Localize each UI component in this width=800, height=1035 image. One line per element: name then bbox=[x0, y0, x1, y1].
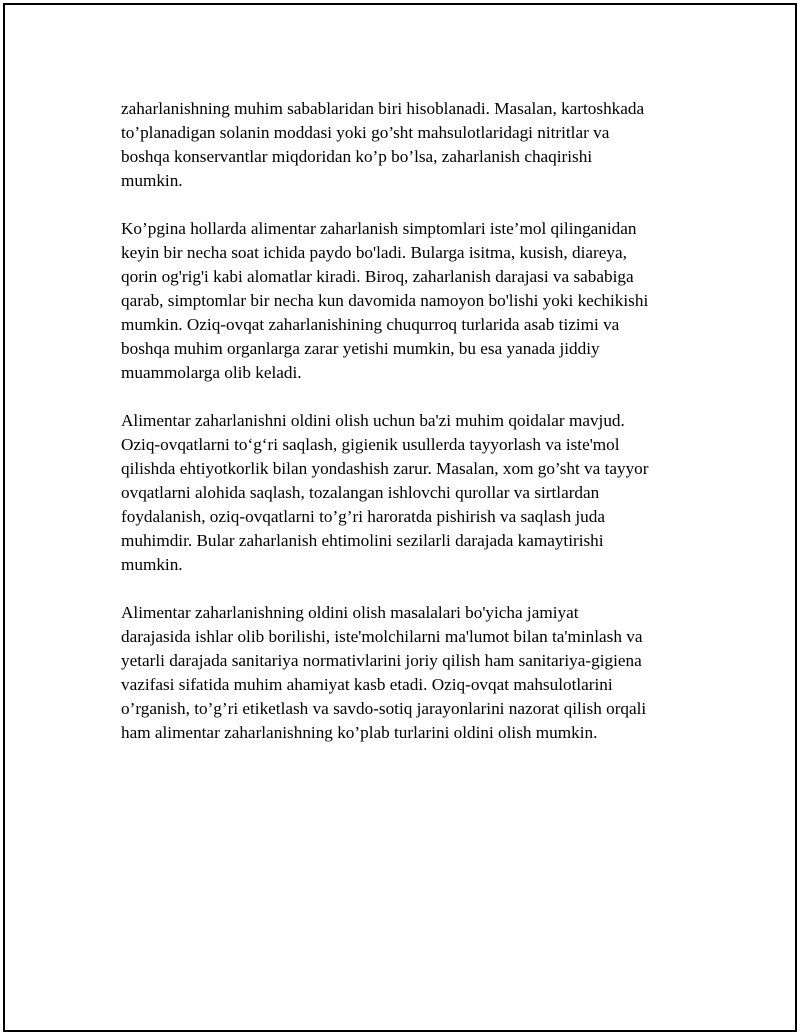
text-line: o’rganish, to’g’ri etiketlash va savdo-sotiq jarayonlarini nazorat qilish orqali bbox=[121, 699, 647, 718]
text-line: qarab, simptomlar bir necha kun davomida namoyon bo'lishi yoki kechikishi bbox=[121, 291, 649, 310]
text-line: to’planadigan solanin moddasi yoki go’sht mahsulotlaridagi nitritlar va bbox=[121, 123, 610, 142]
text-line: zaharlanishning muhim sabablaridan biri hisoblanadi. Masalan, kartoshkada bbox=[121, 99, 645, 118]
text-line: Alimentar zaharlanishning oldini olish masalalari bo'yicha jamiyat bbox=[121, 603, 579, 622]
text-line: yetarli darajada sanitariya normativlarini joriy qilish ham sanitariya-gigiena bbox=[121, 651, 642, 670]
text-line: qilishda ehtiyotkorlik bilan yondashish zarur. Masalan, xom go’sht va tayyor bbox=[121, 459, 649, 478]
text-line: keyin bir necha soat ichida paydo bo'ladi. Bularga isitma, kusish, diareya, bbox=[121, 243, 627, 262]
text-line: Ko’pgina hollarda alimentar zaharlanish simptomlari iste’mol qilinganidan bbox=[121, 219, 637, 238]
text-line: mumkin. bbox=[121, 171, 183, 190]
paragraph-1 bbox=[121, 97, 721, 193]
text-line: mumkin. bbox=[121, 555, 183, 574]
paragraph-3 bbox=[121, 409, 721, 577]
text-line: boshqa muhim organlarga zarar yetishi mumkin, bu esa yanada jiddiy bbox=[121, 339, 600, 358]
text-line: boshqa konservantlar miqdoridan ko’p bo’lsa, zaharlanish chaqirishi bbox=[121, 147, 593, 166]
paragraph-4 bbox=[121, 601, 721, 745]
document-body bbox=[121, 97, 721, 769]
text-line: ovqatlarni alohida saqlash, tozalangan ishlovchi qurollar va sirtlardan bbox=[121, 483, 600, 502]
text-line: foydalanish, oziq-ovqatlarni to’g’ri haroratda pishirish va saqlash juda bbox=[121, 507, 605, 526]
text-line: ham alimentar zaharlanishning ko’plab turlarini oldini olish mumkin. bbox=[121, 723, 598, 742]
page-frame bbox=[3, 3, 797, 1032]
text-line: muammolarga olib keladi. bbox=[121, 363, 302, 382]
paragraph-2 bbox=[121, 217, 721, 385]
text-line: vazifasi sifatida muhim ahamiyat kasb etadi. Oziq-ovqat mahsulotlarini bbox=[121, 675, 613, 694]
text-line: darajasida ishlar olib borilishi, iste'molchilarni ma'lumot bilan ta'minlash va bbox=[121, 627, 643, 646]
text-line: qorin og'rig'i kabi alomatlar kiradi. Biroq, zaharlanish darajasi va sababiga bbox=[121, 267, 634, 286]
text-line: mumkin. Oziq-ovqat zaharlanishining chuqurroq turlarida asab tizimi va bbox=[121, 315, 620, 334]
text-line: Oziq-ovqatlarni to‘g‘ri saqlash, gigienik usullerda tayyorlash va iste'mol bbox=[121, 435, 620, 454]
text-line: muhimdir. Bular zaharlanish ehtimolini sezilarli darajada kamaytirishi bbox=[121, 531, 604, 550]
text-line: Alimentar zaharlanishni oldini olish uchun ba'zi muhim qoidalar mavjud. bbox=[121, 411, 625, 430]
